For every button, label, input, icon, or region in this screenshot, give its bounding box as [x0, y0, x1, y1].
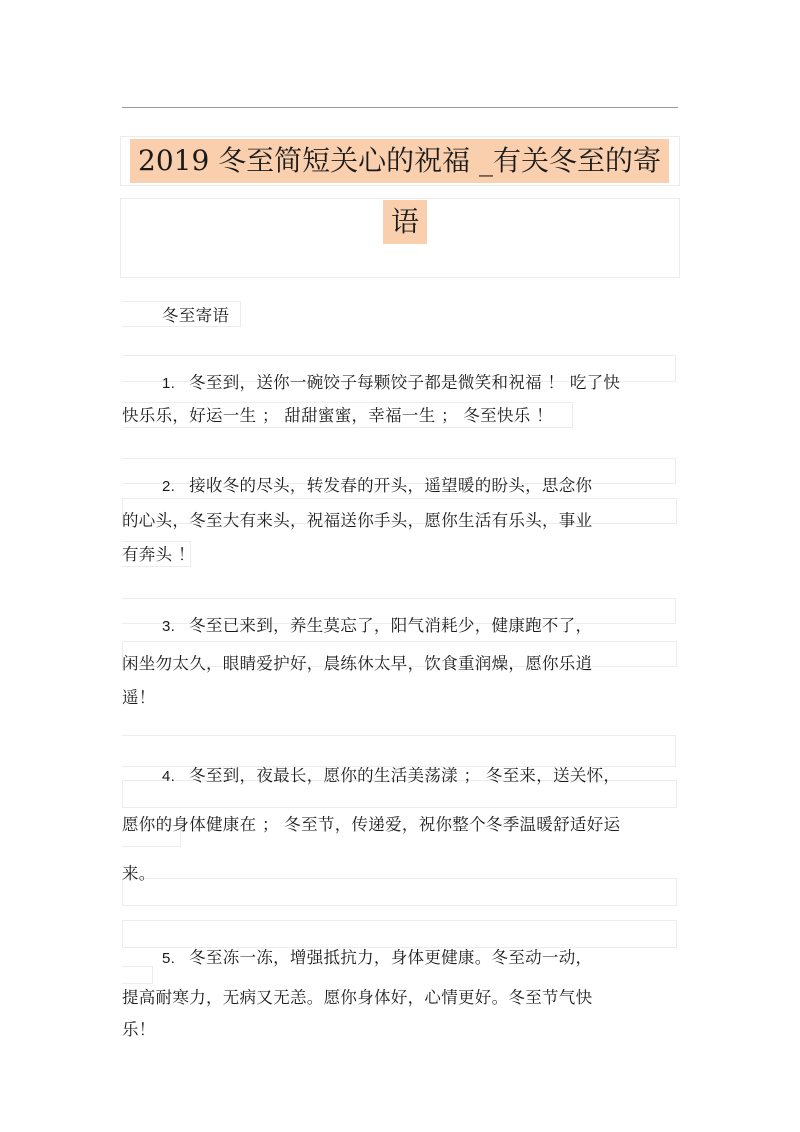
list-item-line: 快乐乐，好运一生 ； 甜甜蜜蜜，幸福一生 ； 冬至快乐 ！ [122, 406, 553, 425]
text-frame [122, 878, 677, 906]
section-heading: 冬至寄语 [162, 306, 230, 325]
list-item-number: 5. [162, 950, 176, 967]
list-item-line: 提高耐寒力，无病又无恙。愿你身体好，心情更好。冬至节气快 [122, 988, 593, 1007]
document-title: 2019 冬至简短关心的祝福 _有关冬至的寄 [130, 139, 669, 183]
list-item-line: 遥！ [122, 688, 156, 707]
list-item-line: 来。 [122, 864, 156, 883]
list-item-line: 3. 冬至已来到，养生莫忘了，阳气消耗少，健康跑不了， [162, 616, 593, 635]
list-item-line: 乐！ [122, 1020, 156, 1039]
list-item-line: 4. 冬至到，夜最长，愿你的生活美荡漾 ； 冬至来，送关怀， [162, 766, 621, 785]
list-item-line: 闲坐勿太久，眼睛爱护好，晨练休太早，饮食重润燥，愿你乐逍 [122, 654, 593, 673]
document-title-continued: 语 [383, 200, 427, 244]
list-item-line: 2. 接收冬的尽头，转发春的开头，遥望暖的盼头，思念你 [162, 476, 593, 495]
list-item-number: 3. [162, 618, 176, 635]
list-item-number: 1. [162, 375, 176, 392]
text-frame [122, 966, 153, 984]
list-item-line: 愿你的身体健康在 ； 冬至节，传递爱，祝你整个冬季温暖舒适好运 [122, 815, 621, 834]
list-item-line: 的心头，冬至大有来头，祝福送你手头，愿你生活有乐头，事业 [122, 511, 593, 530]
list-item-number: 2. [162, 478, 176, 495]
list-item-line: 1. 冬至到，送你一碗饺子每颗饺子都是微笑和祝福 ！ 吃了快 [162, 373, 621, 392]
list-item-line: 5. 冬至冻一冻，增强抵抗力，身体更健康。冬至动一动， [162, 948, 593, 967]
list-item-line: 有奔头 ！ [122, 545, 195, 564]
top-divider [122, 107, 678, 108]
list-item-number: 4. [162, 768, 176, 785]
